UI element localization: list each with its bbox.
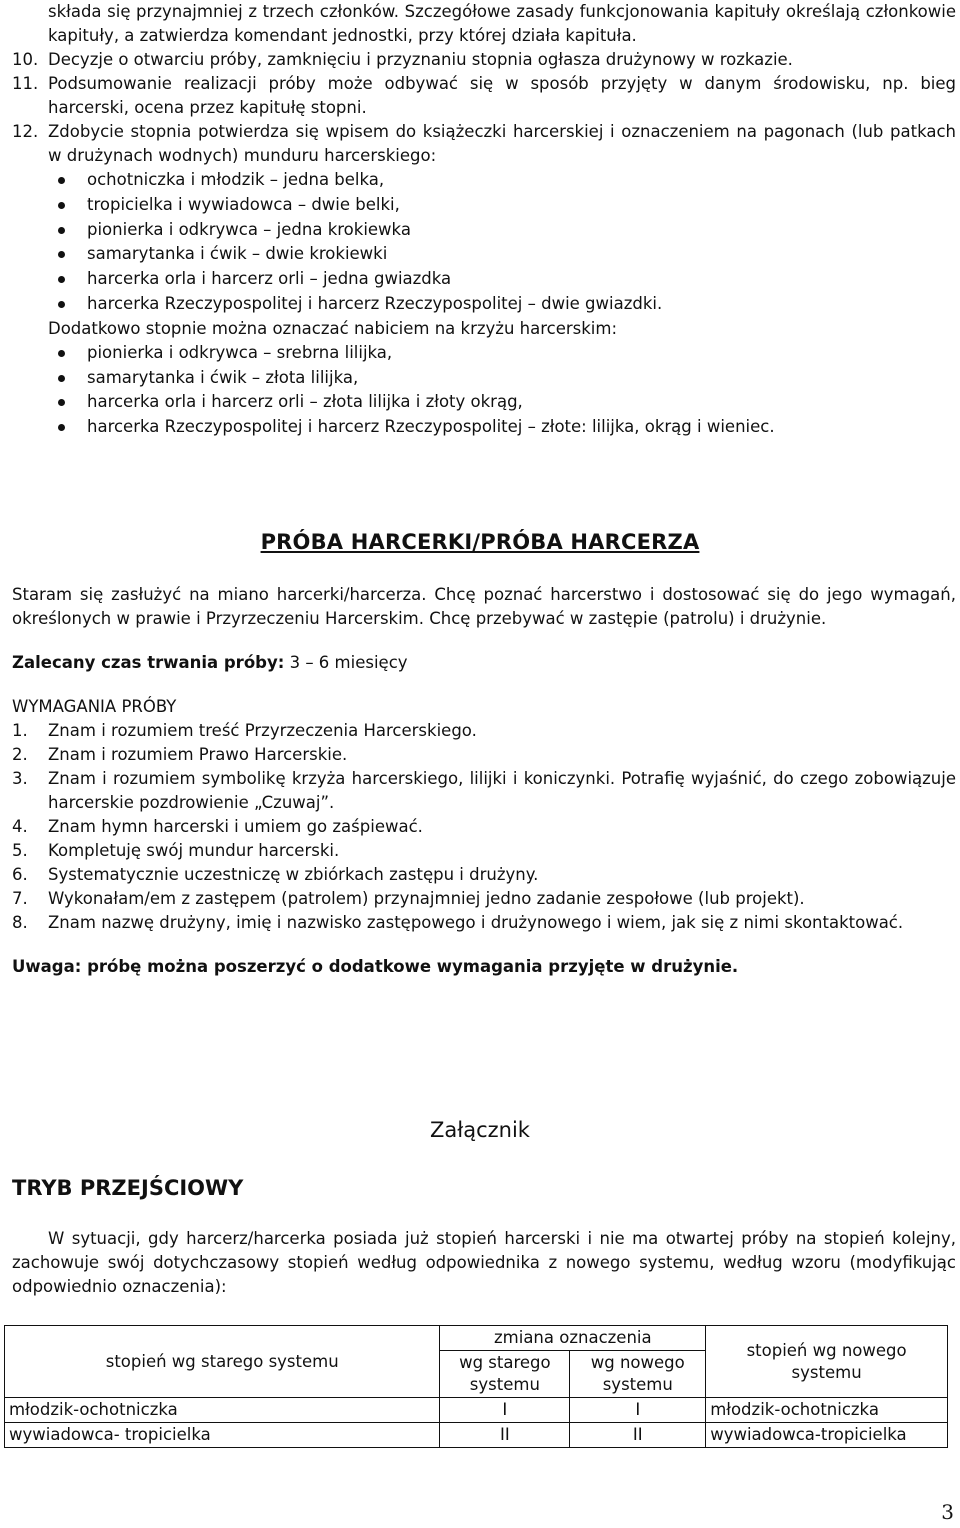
bullet-item (12, 390, 956, 415)
cell-mark-new: II (570, 1423, 706, 1448)
requirement-item (12, 815, 956, 839)
item-text: Kompletuję swój mundur harcerski. (48, 841, 340, 860)
bullet-icon (12, 390, 87, 415)
note-line (12, 955, 956, 979)
additional-paragraph: Dodatkowo stopnie można oznaczać nabiciem na krzyżu harcerskim: (48, 318, 618, 338)
item-text: Znam i rozumiem Prawo Harcerskie. (48, 745, 348, 764)
item-number: 8. (12, 913, 28, 932)
list-item (12, 48, 956, 72)
header-new-grade: stopień wg nowego systemu (706, 1326, 948, 1398)
bullet-icon (12, 267, 87, 292)
bullet-icon (12, 341, 87, 366)
item-number: 6. (12, 865, 28, 884)
bullet-text: ochotniczka i młodzik – jedna belka, (87, 170, 385, 189)
cell-old-grade: młodzik-ochotniczka (5, 1398, 440, 1423)
page-number: 3 (941, 1500, 954, 1524)
bullet-text: harcerka orla i harcerz orli – złota lilijka i złoty okrąg, (87, 392, 523, 412)
requirement-item (12, 863, 956, 887)
cell-new-grade: wywiadowca-tropicielka (706, 1423, 948, 1448)
duration-value: 3 – 6 miesięcy (284, 653, 408, 672)
proba-title: PRÓBA HARCERKI/PRÓBA HARCERZA (260, 530, 700, 554)
top-section (12, 0, 956, 440)
bullet-item (12, 168, 956, 193)
pagon-bullet-list (12, 168, 956, 317)
item-text: Znam i rozumiem symbolikę krzyża harcerskiego, lilijki i koniczynki. Potrafię wyjaśnić, do czego zobowiązuje harcerskie pozdrowienie „Czuwaj”. (48, 769, 956, 812)
bullet-icon (12, 415, 87, 440)
bullet-icon (12, 366, 87, 391)
header-mark-old: wg starego systemu (440, 1351, 570, 1398)
item-number: 4. (12, 817, 28, 836)
requirements-list (12, 719, 956, 935)
cross-bullet-list (12, 341, 956, 440)
bullet-text: pionierka i odkrywca – jedna krokiewka (87, 219, 411, 239)
table-header-row (5, 1326, 948, 1351)
header-mark-new: wg nowego systemu (570, 1351, 706, 1398)
bullet-item (12, 292, 956, 317)
header-old-grade: stopień wg starego systemu (5, 1326, 440, 1398)
bullet-text: harcerka orla i harcerz orli – jedna gwiazdka (87, 269, 452, 289)
bullet-text: pionierka i odkrywca – srebrna lilijka, (87, 342, 393, 362)
bullet-icon (12, 218, 87, 243)
item-number: 3. (12, 769, 28, 788)
item-text: Znam hymn harcerski i umiem go zaśpiewać. (48, 817, 423, 836)
cell-mark-old: I (440, 1398, 570, 1423)
bullet-item (12, 218, 956, 243)
item-text: Decyzje o otwarciu próby, zamknięciu i przyznaniu stopnia ogłasza drużynowy w rozkazie. (48, 50, 793, 69)
continuation-paragraph: składa się przynajmniej z trzech członków. Szczegółowe zasady funkcjonowania kapituły określają członkowie kapituły, a zatwierdza komendant jednostki, przy której działa kapituła. (48, 2, 956, 45)
bullet-icon (12, 193, 87, 218)
note-label: Uwaga (12, 957, 75, 976)
bullet-item (12, 366, 956, 391)
item-text: Podsumowanie realizacji próby może odbywać się w sposób przyjęty w danym środowisku, np. bieg harcerski, ocena przez kapitułę stopni. (48, 74, 956, 117)
duration-line (12, 651, 956, 675)
bullet-text: harcerka Rzeczypospolitej i harcerz Rzeczypospolitej – złote: lilijka, okrąg i wieniec. (87, 417, 775, 437)
bullet-item (12, 267, 956, 292)
item-number: 7. (12, 889, 28, 908)
list-item (12, 72, 956, 120)
bullet-item (12, 193, 956, 218)
transition-title: TRYB PRZEJŚCIOWY (12, 1176, 244, 1200)
item-number: 12. (12, 122, 39, 141)
requirement-item (12, 767, 956, 815)
bullet-item (12, 341, 956, 366)
requirement-item (12, 911, 956, 935)
bullet-icon (12, 168, 87, 193)
table-row (5, 1423, 948, 1448)
conversion-table (4, 1325, 948, 1448)
requirement-item (12, 743, 956, 767)
item-text: Znam i rozumiem treść Przyrzeczenia Harcerskiego. (48, 721, 477, 740)
requirements-heading: WYMAGANIA PRÓBY (12, 697, 177, 716)
proba-section (12, 583, 956, 979)
bullet-item (12, 242, 956, 267)
bullet-icon (12, 292, 87, 317)
bullet-text: tropicielka i wywiadowca – dwie belki, (87, 194, 400, 214)
item-number: 10. (12, 50, 39, 69)
bullet-icon (12, 242, 87, 267)
cell-old-grade: wywiadowca- tropicielka (5, 1423, 440, 1448)
item-number: 1. (12, 721, 28, 740)
item-text: Znam nazwę drużyny, imię i nazwisko zastępowego i drużynowego i wiem, jak się z nimi skontaktować. (48, 913, 904, 932)
requirement-item (12, 719, 956, 743)
proba-intro: Staram się zasłużyć na miano harcerki/harcerza. Chcę poznać harcerstwo i dostosować się do jego wymagań, określonych w prawie i Przyrzeczeniu Harcerskim. Chcę przebywać w zastępie (patrolu) i drużynie. (12, 585, 956, 628)
item-number: 5. (12, 841, 28, 860)
requirement-item (12, 839, 956, 863)
item-text: Wykonałam/em z zastępem (patrolem) przynajmniej jedno zadanie zespołowe (lub projekt). (48, 889, 805, 908)
note-text: : próbę można poszerzyć o dodatkowe wymagania przyjęte w drużynie. (74, 957, 739, 976)
transition-paragraph: W sytuacji, gdy harcerz/harcerka posiada już stopień harcerski i nie ma otwartej próby na stopień kolejny, zachowuje swój dotychczasowy stopień według odpowiednika z nowego systemu, według wzoru (modyfikując odpowiednio oznaczenia): (12, 1229, 956, 1296)
header-mark-change: zmiana oznaczenia (440, 1326, 706, 1351)
attachment-heading: Załącznik (430, 1118, 530, 1142)
transition-section (12, 1227, 956, 1299)
requirement-item (12, 887, 956, 911)
cell-mark-old: II (440, 1423, 570, 1448)
bullet-item (12, 415, 956, 440)
item-number: 2. (12, 745, 28, 764)
item-number: 11. (12, 74, 39, 93)
cell-mark-new: I (570, 1398, 706, 1423)
bullet-text: samarytanka i ćwik – dwie krokiewki (87, 244, 388, 264)
item-text: Systematycznie uczestniczę w zbiórkach zastępu i drużyny. (48, 865, 539, 884)
duration-label: Zalecany czas trwania próby: (12, 653, 285, 672)
bullet-text: harcerka Rzeczypospolitej i harcerz Rzeczypospolitej – dwie gwiazdki. (87, 293, 663, 313)
cell-new-grade: młodzik-ochotniczka (706, 1398, 948, 1423)
bullet-text: samarytanka i ćwik – złota lilijka, (87, 367, 359, 387)
item-text: Zdobycie stopnia potwierdza się wpisem do książeczki harcerskiej i oznaczeniem na pagonach (lub patkach w drużynach wodnych) munduru harcerskiego: (48, 122, 956, 165)
list-item (12, 120, 956, 168)
table-row (5, 1398, 948, 1423)
